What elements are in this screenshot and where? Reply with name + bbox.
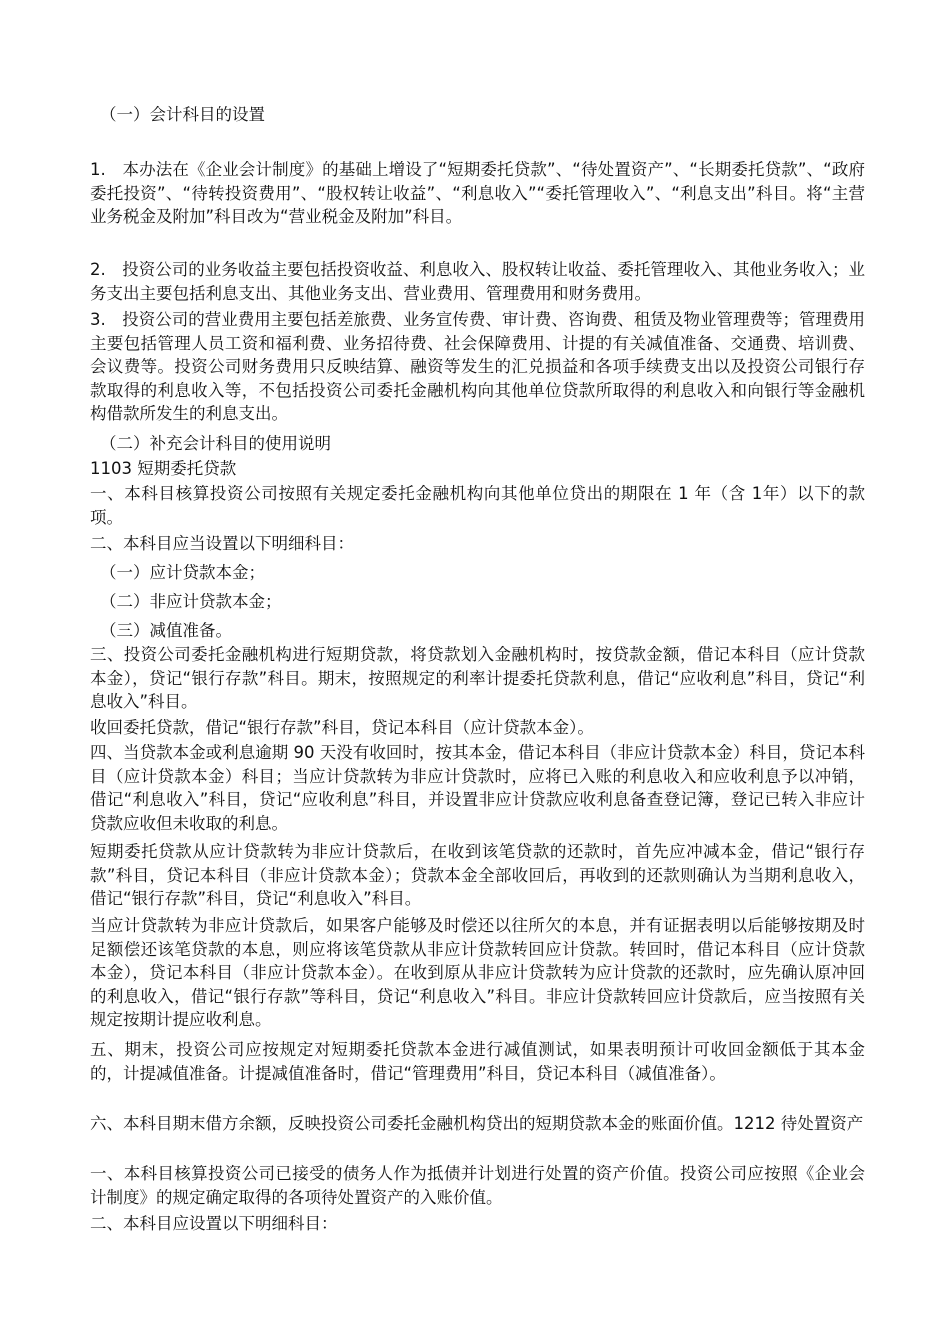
paragraph-disposal-scope: 一、本科目核算投资公司已接受的债务人作为抵债并计划进行处置的资产价值。投资公司应按照《企业会计制度》的规定确定取得的各项待处置资产的入账价值。 xyxy=(90,1164,865,1207)
paragraph-item-1: 1. 本办法在《企业会计制度》的基础上增设了“短期委托贷款”、“待处置资产”、“长期委托贷款”、“政府委托投资”、“待转投资费用”、“股权转让收益”、“利息收入”“委托管理收入”、“利息支出”科目。将“主营业务税金及附加”科目改为“营业税金及附加”科目。 xyxy=(90,160,865,226)
paragraph-item-2: 2. 投资公司的业务收益主要包括投资收益、利息收入、股权转让收益、委托管理收入、其他业务收入；业务支出主要包括利息支出、其他业务支出、营业费用、管理费用和财务费用。 xyxy=(90,260,865,303)
section-heading-setup: （一）会计科目的设置 xyxy=(100,105,265,124)
sub-item-3: （三）减值准备。 xyxy=(100,621,232,640)
paragraph-balance: 六、本科目期末借方余额，反映投资公司委托金融机构贷出的短期贷款本金的账面价值。1212 待处置资产 xyxy=(90,1114,864,1133)
paragraph-disposal-detail: 二、本科目应设置以下明细科目： xyxy=(90,1214,338,1233)
sub-item-1: （一）应计贷款本金； xyxy=(100,563,265,582)
paragraph-loan-recovery: 收回委托贷款，借记“银行存款”科目，贷记本科目（应计贷款本金）。 xyxy=(90,718,594,737)
paragraph-scope: 一、本科目核算投资公司按照有关规定委托金融机构向其他单位贷出的期限在 1 年（含 1年）以下的款项。 xyxy=(90,484,865,527)
section-heading-usage: （二）补充会计科目的使用说明 xyxy=(100,434,331,453)
paragraph-item-3: 3. 投资公司的营业费用主要包括差旅费、业务宣传费、审计费、咨询费、租赁及物业管理费等；管理费用主要包括管理人员工资和福利费、业务招待费、社会保障费用、计提的有关减值准备、交通费、培训费、会议费等。投资公司财务费用只反映结算、融资等发生的汇兑损益和各项手续费支出以及投资公司银行存款取得的利息收入等，不包括投资公司委托金融机构向其他单位贷款所取得的利息收入和向银行等金融机构借款所发生的利息支出。 xyxy=(90,310,865,423)
paragraph-overdue: 四、当贷款本金或利息逾期 90 天没有收回时，按其本金，借记本科目（非应计贷款本金）科目，贷记本科目（应计贷款本金）科目；当应计贷款转为非应计贷款时，应将已入账的利息收入和应收利息予以冲销，借记“利息收入”科目，贷记“应收利息”科目，并设置非应计贷款应收利息备查登记簿，登记已转入非应计贷款应收但未收取的利息。 xyxy=(90,743,865,833)
subject-title-1103: 1103 短期委托贷款 xyxy=(90,459,237,478)
paragraph-loan-entry: 三、投资公司委托金融机构进行短期贷款，将贷款划入金融机构时，按贷款金额，借记本科目（应计贷款本金），贷记“银行存款”科目。期末，按照规定的利率计提委托贷款利息，借记“应收利息”科目，贷记“利息收入”科目。 xyxy=(90,645,865,711)
paragraph-nonaccrual-repayment: 短期委托贷款从应计贷款转为非应计贷款后，在收到该笔贷款的还款时，首先应冲减本金，借记“银行存款”科目，贷记本科目（非应计贷款本金）；贷款本金全部收回后，再收到的还款则确认为当期利息收入，借记“银行存款”科目，贷记“利息收入”科目。 xyxy=(90,842,865,908)
paragraph-reclassification: 当应计贷款转为非应计贷款后，如果客户能够及时偿还以往所欠的本息，并有证据表明以后能够按期及时足额偿还该笔贷款的本息，则应将该笔贷款从非应计贷款转回应计贷款。转回时，借记本科目（应计贷款本金），贷记本科目（非应计贷款本金）。在收到原从非应计贷款转为应计贷款的还款时，应先确认原冲回的利息收入，借记“银行存款”等科目，贷记“利息收入”科目。非应计贷款转回应计贷款后，应当按照有关规定按期计提应收利息。 xyxy=(90,916,865,1029)
paragraph-impairment: 五、期末，投资公司应按规定对短期委托贷款本金进行减值测试，如果表明预计可收回金额低于其本金的，计提减值准备。计提减值准备时，借记“管理费用”科目，贷记本科目（减值准备）。 xyxy=(90,1040,865,1083)
sub-item-2: （二）非应计贷款本金； xyxy=(100,592,282,611)
paragraph-detail-accounts: 二、本科目应当设置以下明细科目： xyxy=(90,534,354,553)
